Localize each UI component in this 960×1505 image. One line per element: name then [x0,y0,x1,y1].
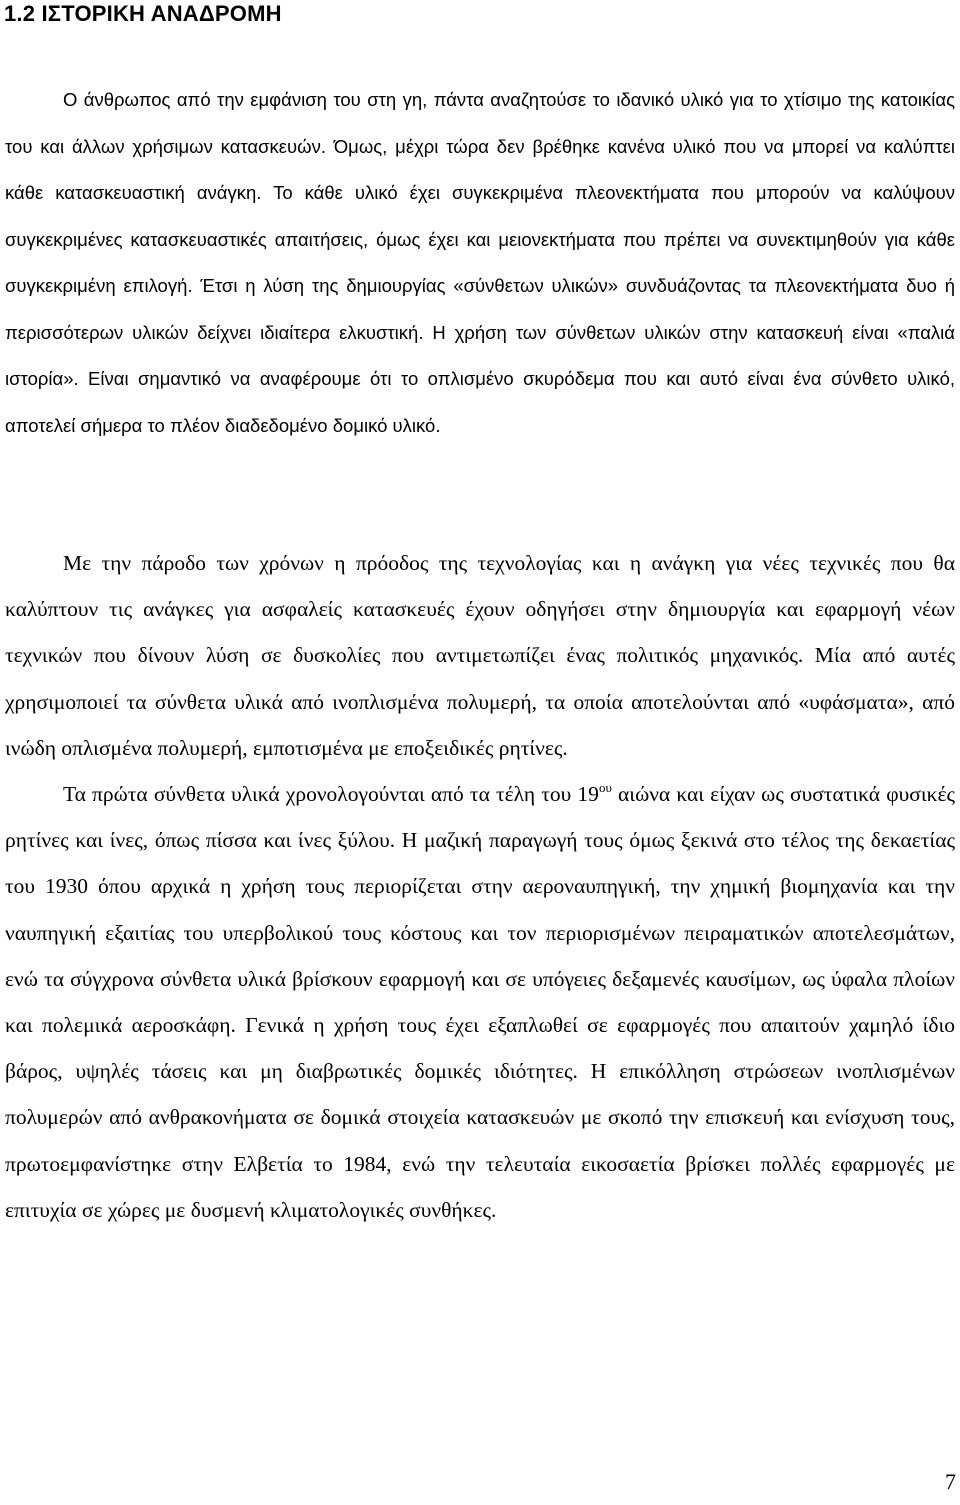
paragraph-intro: Ο άνθρωπος από την εμφάνιση του στη γη, πάντα αναζητούσε το ιδανικό υλικό για το χτίσιμο της κατοικίας του και άλλων χρήσιμων κατασκευών. Όμως, μέχρι τώρα δεν βρέθηκε κανένα υλικό που να μπορεί να καλύπτει κάθε κατασκευαστική ανάγκη. Το κάθε υλικό έχει συγκεκριμένα πλεονεκτήματα που μπορούν να καλύψουν συγκεκριμένες κατασκευαστικές απαιτήσεις, όμως έχει και μειονεκτήματα που πρέπει να συνεκτιμηθούν για κάθε συγκεκριμένη επιλογή. Έτσι η λύση της δημιουργίας «σύνθετων υλικών» συνδυάζοντας τα πλεονεκτήματα δυο ή περισσότερων υλικών δείχνει ιδιαίτερα ελκυστική. Η χρήση των σύνθετων υλικών στην κατασκευή είναι «παλιά ιστορία». Είναι σημαντικό να αναφέρουμε ότι το οπλισμένο σκυρόδεμα που και αυτό είναι ένα σύνθετο υλικό, αποτελεί σήμερα το πλέον διαδεδομένο δομικό υλικό. [5,89,955,436]
intro-text-block [5,77,955,449]
history-text-start: Τα πρώτα σύνθετα υλικά χρονολογούνται από τα τέλη του 19 [63,782,599,807]
paragraph-history [5,771,955,1233]
main-text-block [5,540,955,1233]
history-text-rest: αιώνα και είχαν ως συστατικά φυσικές ρητίνες και ίνες, όπως πίσσα και ίνες ξύλου. Η μαζική παραγωγή τους όμως ξεκινά στο τέλος της δεκαετίας του 1930 όπου αρχικά η χρήση τους περιορίζεται στην αεροναυπηγική, την χημική βιομηχανία και την ναυπηγική εξαιτίας του υπερβολικού τους κόστους και τον περιορισμένων πειραματικών αποτελεσμάτων, ενώ τα σύγχρονα σύνθετα υλικά βρίσκουν εφαρμογή και σε υπόγειες δεξαμενές καυσίμων, ως ύφαλα πλοίων και πολεμικά αεροσκάφη. Γενικά η χρήση τους έχει εξαπλωθεί σε εφαρμογές που απαιτούν χαμηλό ίδιο βάρος, υψηλές τάσεις και μη διαβρωτικές δομικές ιδιότητες. Η επικόλληση στρώσεων ινοπλισμένων πολυμερών από ανθρακονήματα σε δομικά στοιχεία κατασκευών με σκοπό την επισκευή και ενίσχυση τους, πρωτοεμφανίστηκε στην Ελβετία το 1984, ενώ την τελευταία εικοσαετία βρίσκει πολλές εφαρμογές με επιτυχία σε χώρες με δυσμενή κλιματολογικές συνθήκες. [5,782,955,1222]
ordinal-superscript: ου [598,780,612,796]
page-number: 7 [945,1469,956,1494]
section-heading: 1.2 ΙΣΤΟΡΙΚΗ ΑΝΑΔΡΟΜΗ [4,1,282,26]
paragraph-techniques: Με την πάροδο των χρόνων η πρόοδος της τεχνολογίας και η ανάγκη για νέες τεχνικές που θα καλύπτουν τις ανάγκες για ασφαλείς κατασκευές έχουν οδηγήσει στην δημιουργία και εφαρμογή νέων τεχνικών που δίνουν λύση σε δυσκολίες που αντιμετωπίζει ένας πολιτικός μηχανικός. Μία από αυτές χρησιμοποιεί τα σύνθετα υλικά από ινοπλισμένα πολυμερή, τα οποία αποτελούνται από «υφάσματα», από ινώδη οπλισμένα πολυμερή, εμποτισμένα με εποξειδικές ρητίνες. [5,551,955,760]
